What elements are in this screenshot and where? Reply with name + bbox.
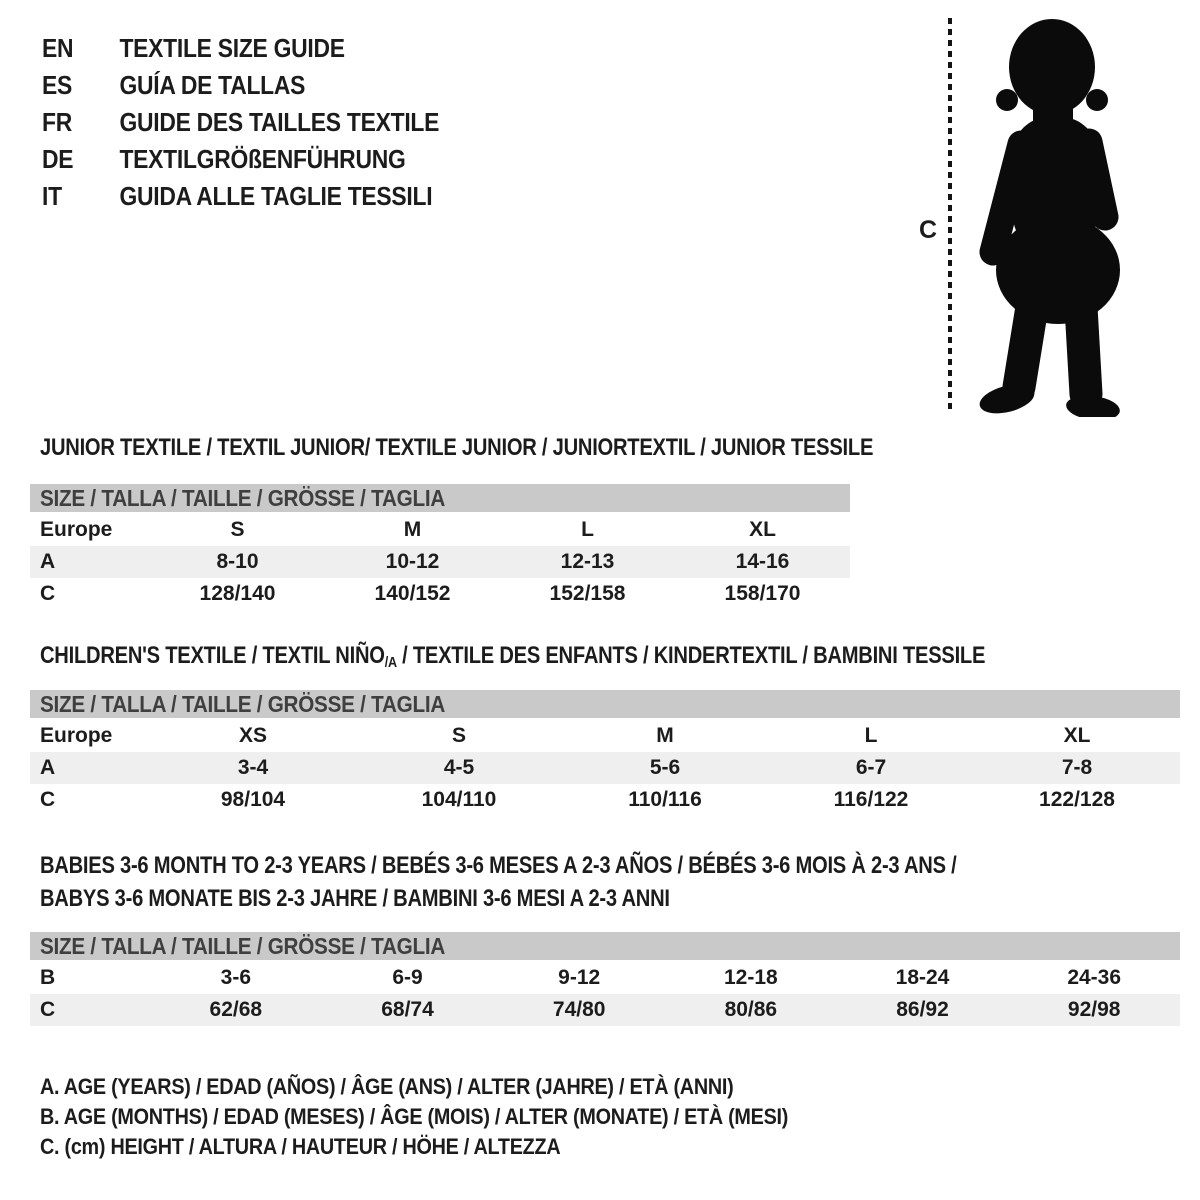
size-header-text: SIZE / TALLA / TAILLE / GRÖSSE / TAGLIA: [40, 933, 445, 959]
height-measure-dashed-line: [948, 18, 952, 414]
table-row-europe: [30, 720, 1180, 752]
legend-line-c: C. (cm) HEIGHT / ALTURA / HAUTEUR / HÖHE / ALTEZZA: [40, 1134, 561, 1159]
table-row-age-months: [30, 962, 1180, 994]
row-label: A: [40, 756, 56, 779]
legend-line-a: A. AGE (YEARS) / EDAD (AÑOS) / ÂGE (ANS) / ALTER (JAHRE) / ETÀ (ANNI): [40, 1074, 734, 1099]
size-header-bar: [30, 484, 850, 512]
row-label: C: [40, 998, 56, 1021]
table-row-height: [30, 578, 850, 610]
table-cell: L: [581, 518, 594, 541]
junior-section-heading: JUNIOR TEXTILE / TEXTIL JUNIOR/ TEXTILE JUNIOR / JUNIORTEXTIL / JUNIOR TESSILE: [40, 434, 874, 461]
table-row-age: [30, 546, 850, 578]
language-code: IT: [42, 181, 62, 211]
language-row: [42, 104, 439, 141]
table-row-europe: [30, 514, 850, 546]
size-header-text: SIZE / TALLA / TAILLE / GRÖSSE / TAGLIA: [40, 691, 445, 717]
table-cell: S: [451, 724, 466, 747]
language-row: [42, 30, 439, 67]
table-cell: 128/140: [199, 582, 276, 605]
table-cell: XL: [1063, 724, 1091, 747]
language-label: GUÍA DE TALLAS: [119, 70, 306, 100]
row-label: C: [40, 788, 56, 811]
table-cell: 6-9: [392, 966, 423, 989]
language-label: TEXTILE SIZE GUIDE: [119, 33, 345, 63]
row-label: A: [40, 550, 56, 573]
table-cell: 68/74: [381, 998, 434, 1021]
table-cell: 86/92: [896, 998, 949, 1021]
table-cell: 110/116: [628, 788, 702, 811]
babies-section-heading: [40, 849, 956, 915]
language-row: [42, 178, 439, 215]
table-row-height: [30, 784, 1180, 816]
table-cell: 10-12: [385, 550, 440, 573]
size-header-bar: [30, 932, 1180, 960]
language-list: [42, 30, 493, 215]
babies-size-table: [30, 932, 1180, 1026]
table-cell: M: [656, 724, 674, 747]
table-cell: 24-36: [1067, 966, 1122, 989]
row-label: C: [40, 582, 56, 605]
table-cell: 152/158: [549, 582, 626, 605]
table-cell: 3-6: [220, 966, 252, 989]
row-label: Europe: [40, 518, 113, 541]
measurement-legend: [40, 1072, 871, 1162]
table-cell: 104/110: [421, 788, 497, 811]
table-cell: 7-8: [1061, 756, 1093, 779]
size-header-bar: [30, 690, 1180, 718]
language-row: [42, 67, 439, 104]
table-cell: 4-5: [443, 756, 475, 779]
children-heading-sub: /A: [384, 654, 397, 671]
language-code: ES: [42, 70, 73, 100]
table-cell: 3-4: [237, 756, 269, 779]
children-size-table: [30, 690, 1180, 816]
language-label: GUIDE DES TAILLES TEXTILE: [119, 107, 440, 137]
size-header-text: SIZE / TALLA / TAILLE / GRÖSSE / TAGLIA: [40, 485, 445, 511]
table-row-height: [30, 994, 1180, 1026]
table-cell: 158/170: [724, 582, 801, 605]
table-cell: 6-7: [855, 756, 887, 779]
table-cell: 92/98: [1067, 998, 1121, 1021]
babies-heading-line1: BABIES 3-6 MONTH TO 2-3 YEARS / BEBÉS 3-6 MESES A 2-3 AÑOS / BÉBÉS 3-6 MOIS À 2-3 ANS /: [40, 852, 957, 879]
language-row: [42, 141, 439, 178]
language-code: EN: [42, 33, 74, 63]
table-cell: XL: [749, 518, 776, 541]
table-cell: 98/104: [220, 788, 286, 811]
legend-line-b: B. AGE (MONTHS) / EDAD (MESES) / ÂGE (MOIS) / ALTER (MONATE) / ETÀ (MESI): [40, 1104, 789, 1129]
table-row-age: [30, 752, 1180, 784]
table-cell: 74/80: [552, 998, 606, 1021]
language-label: GUIDA ALLE TAGLIE TESSILI: [119, 181, 433, 211]
table-cell: 116/122: [833, 788, 909, 811]
table-cell: 9-12: [558, 966, 601, 989]
table-cell: 80/86: [724, 998, 778, 1021]
toddler-silhouette-icon: [955, 12, 1145, 417]
row-label: B: [40, 966, 56, 989]
table-cell: 12-13: [560, 550, 615, 573]
table-cell: S: [230, 518, 245, 541]
height-measure-label: C: [918, 216, 938, 244]
table-cell: 14-16: [735, 550, 790, 573]
table-cell: 12-18: [723, 966, 778, 989]
table-cell: 5-6: [649, 756, 681, 779]
table-cell: M: [403, 518, 422, 541]
children-heading-prefix: CHILDREN'S TEXTILE / TEXTIL NIÑO: [40, 642, 385, 669]
language-label: TEXTILGRÖßENFÜHRUNG: [119, 144, 406, 174]
table-cell: XS: [238, 724, 267, 747]
row-label: Europe: [40, 724, 113, 747]
junior-size-table: [30, 484, 850, 610]
table-cell: 62/68: [209, 998, 263, 1021]
language-code: FR: [42, 107, 72, 137]
babies-heading-line2: BABYS 3-6 MONATE BIS 2-3 JAHRE / BAMBINI 3-6 MESI A 2-3 ANNI: [40, 885, 670, 912]
table-cell: 122/128: [1039, 788, 1115, 811]
table-cell: 8-10: [216, 550, 259, 573]
table-cell: 140/152: [374, 582, 451, 605]
language-code: DE: [42, 144, 74, 174]
table-cell: 18-24: [895, 966, 950, 989]
table-cell: L: [864, 724, 878, 747]
children-heading-suffix: / TEXTILE DES ENFANTS / KINDERTEXTIL / BAMBINI TESSILE: [396, 642, 986, 669]
children-section-heading: [40, 642, 985, 671]
